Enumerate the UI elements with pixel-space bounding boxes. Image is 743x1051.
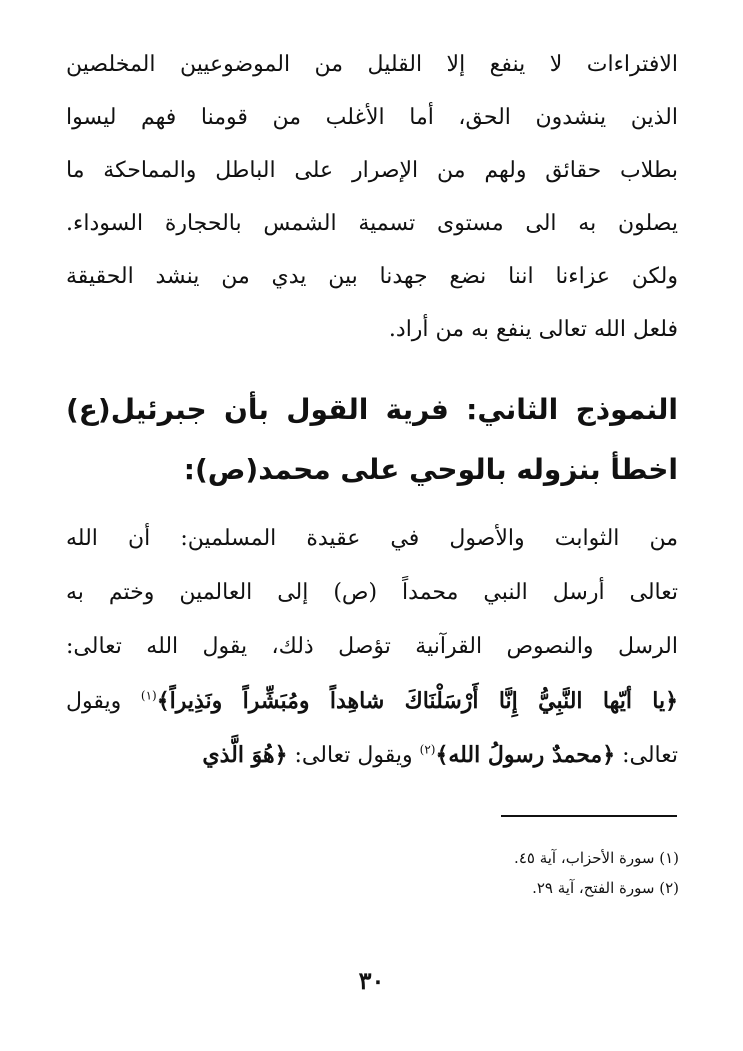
text-fragment: ويقول	[66, 689, 141, 714]
footnote-ref: (٢)	[419, 742, 436, 757]
heading-line-2: اخطأ بنزوله بالوحي على محمد(ص):	[183, 453, 678, 486]
text-line: من الثوابت والأصول في عقيدة المسلمين: أن الله	[66, 526, 678, 551]
section-heading	[66, 380, 678, 500]
text-line: يصلون به الى مستوى تسمية الشمس بالحجارة السوداء.	[66, 211, 678, 236]
text-line: الرسل والنصوص القرآنية تؤصل ذلك، يقول الله تعالى:	[66, 634, 678, 659]
footnote-separator	[501, 815, 677, 817]
text-line: تعالى أرسل النبي محمداً (ص) إلى العالمين وختم به	[66, 580, 678, 605]
quran-verse: ﴿هُوَ الَّذي	[202, 742, 288, 768]
footnote-item: (١) سورة الأحزاب، آية ٤٥.	[514, 849, 679, 867]
paragraph-intro	[66, 38, 678, 356]
text-line: ولكن عزاءنا اننا نضع جهدنا بين يدي من ينشد الحقيقة	[66, 264, 678, 289]
text-line-with-verse	[66, 728, 678, 782]
footnotes	[279, 843, 679, 903]
page-number: ٣٠	[358, 966, 385, 995]
text-fragment: تعالى:	[615, 743, 678, 768]
text-line-with-verse	[66, 674, 678, 728]
text-line: الذين ينشدون الحق، أما الأغلب من قومنا فهم ليسوا	[66, 105, 678, 130]
paragraph-body	[66, 512, 678, 782]
quran-verse: ﴿محمدٌ رسولُ الله﴾	[435, 742, 616, 768]
text-fragment: ويقول تعالى:	[287, 743, 420, 768]
footnote-item: (٢) سورة الفتح، آية ٢٩.	[532, 879, 679, 897]
text-line: بطلاب حقائق ولهم من الإصرار على الباطل والمماحكة ما	[66, 158, 678, 183]
quran-verse: ﴿يا أيّها النَّبِيُّ إِنَّا أَرْسَلْنَاكَ شاهِداً ومُبَشِّراً ونَذِيراً﴾	[156, 688, 678, 714]
heading-line-1: النموذج الثاني: فرية القول بأن جبرئيل(ع)	[66, 393, 678, 426]
footnote-ref: (١)	[140, 688, 157, 703]
text-line: فلعل الله تعالى ينفع به من أراد.	[388, 317, 678, 342]
text-line: الافتراءات لا ينفع إلا القليل من الموضوعيين المخلصين	[66, 52, 678, 77]
